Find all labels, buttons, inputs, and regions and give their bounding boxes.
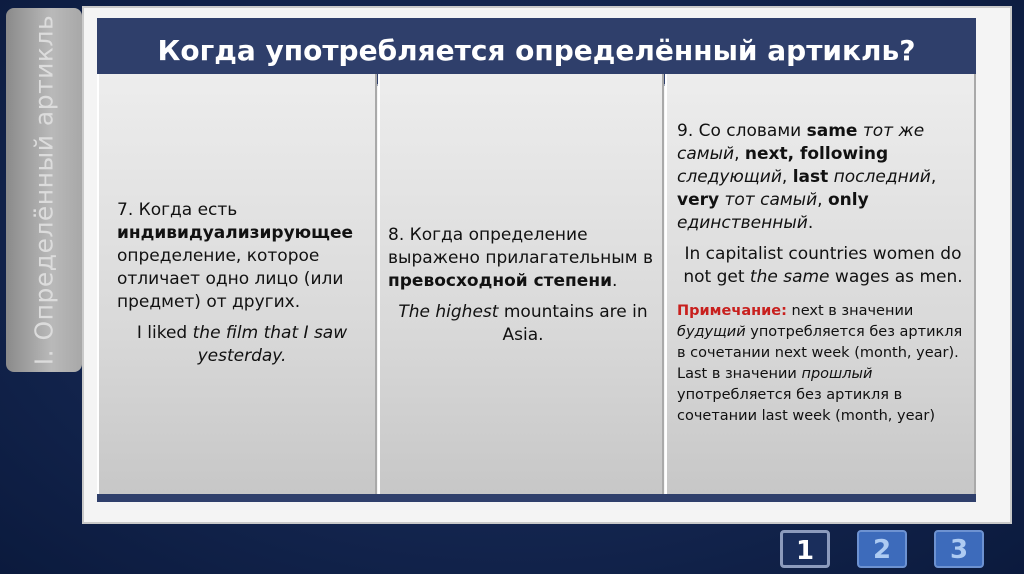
rule-9-text-part: 9. Со словами (677, 121, 807, 141)
rule-8-text-part: . (611, 271, 618, 291)
rule-9-translation: тот самый (719, 190, 818, 210)
note-text-part: употребляется без артикля в сочетании next week (month, year). Last в значении (677, 324, 963, 382)
nav-button-2[interactable]: 2 (857, 530, 907, 568)
rule-9-content (677, 120, 969, 427)
rule-9-keyword: last (792, 167, 829, 187)
nav-button-1[interactable]: 1 (780, 530, 830, 568)
rule-column-8 (378, 74, 664, 494)
rule-9-example-part: In capitalist countries women do not get (683, 244, 962, 287)
rule-8-text-part: 8. Когда определение выражено прилагательным в (388, 225, 653, 268)
rule-9-text-part: . (807, 213, 814, 233)
rule-9-text (677, 120, 969, 235)
rule-7-content (117, 199, 367, 368)
rule-9-keyword: very (677, 190, 720, 210)
rule-7-text (117, 199, 367, 314)
rule-8-keyword: превосходной степени (388, 271, 612, 291)
rule-9-translation: следующий (677, 167, 782, 187)
rule-7-keyword: индивидуализирующее (117, 223, 354, 243)
rule-9-keyword: next, following (744, 144, 889, 164)
rule-9-note (677, 301, 969, 427)
rule-column-9 (665, 74, 976, 494)
bottom-strip (97, 494, 976, 502)
section-tab (6, 8, 82, 372)
note-italic: прошлый (801, 366, 873, 382)
rule-7-example-part: I liked (136, 323, 193, 343)
note-text-part: next в значении (786, 303, 914, 319)
rule-9-keyword: only (827, 190, 869, 210)
slide-title: Когда употребляется определённый артикль? (157, 34, 916, 67)
rule-8-example-part: mountains are in Asia. (498, 302, 648, 345)
rule-column-7 (97, 74, 377, 494)
rule-8-text (388, 224, 658, 293)
rule-9-text-part: , (930, 167, 937, 187)
nav-button-3[interactable]: 3 (934, 530, 984, 568)
rule-8-example-italic: The highest (398, 302, 499, 322)
rule-9-text-part: , (817, 190, 828, 210)
rule-7-example-italic: the film that I saw yesterday. (192, 323, 348, 366)
note-italic: будущий (677, 324, 746, 340)
rule-8-example (388, 301, 658, 347)
rule-9-keyword: same (806, 121, 858, 141)
rule-9-translation: тот же самый (677, 121, 925, 164)
rule-9-example-part: wages as men. (829, 267, 963, 287)
rule-9-example-italic: the same (749, 267, 830, 287)
section-tab-label: I. Определённый артикль (29, 14, 59, 366)
rule-9-translation: единственный (677, 213, 808, 233)
rule-9-translation: последний (828, 167, 931, 187)
rule-9-text-part: , (781, 167, 793, 187)
note-text-part: употребляется без артикля в сочетании last week (month, year) (677, 387, 936, 424)
rule-9-text-part: , (734, 144, 745, 164)
rule-7-example (117, 322, 367, 368)
slide-frame (82, 6, 1012, 524)
rule-7-text-part: определение, которое отличает одно лицо (или предмет) от других. (117, 246, 344, 312)
rule-9-example (677, 243, 969, 289)
note-label: Примечание: (677, 303, 787, 319)
rule-7-text-part: 7. Когда есть (117, 200, 238, 220)
rule-8-content (388, 224, 658, 347)
